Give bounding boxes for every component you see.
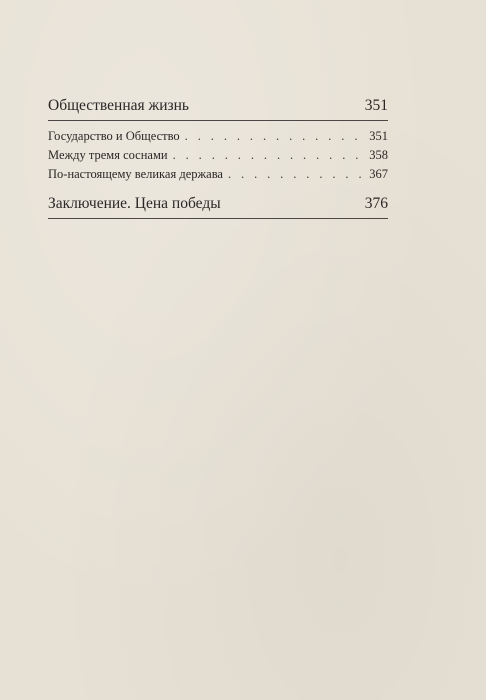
spacer	[48, 184, 388, 194]
entry-label: Государство и Общество	[48, 129, 180, 143]
entry-page-number: 367	[369, 167, 388, 181]
toc-section-heading	[48, 96, 388, 118]
section-rule	[48, 218, 388, 219]
section-page-number: 351	[364, 97, 388, 114]
toc-section-heading	[48, 194, 388, 216]
section-rule	[48, 120, 388, 121]
dot-leader	[185, 127, 366, 146]
section-page-number: 376	[364, 195, 388, 212]
entry-label: Между тремя соснами	[48, 148, 168, 162]
section-title: Заключение. Цена победы	[48, 195, 221, 212]
entry-label: По-настоящему великая держава	[48, 167, 223, 181]
dot-leader	[228, 165, 365, 184]
toc-entry	[48, 146, 388, 165]
toc-entry	[48, 127, 388, 146]
dot-leader	[173, 146, 366, 165]
entry-page-number: 351	[369, 129, 388, 143]
section-title: Общественная жизнь	[48, 97, 190, 114]
toc-entry	[48, 165, 388, 184]
table-of-contents	[48, 96, 388, 225]
entry-page-number: 358	[369, 148, 388, 162]
